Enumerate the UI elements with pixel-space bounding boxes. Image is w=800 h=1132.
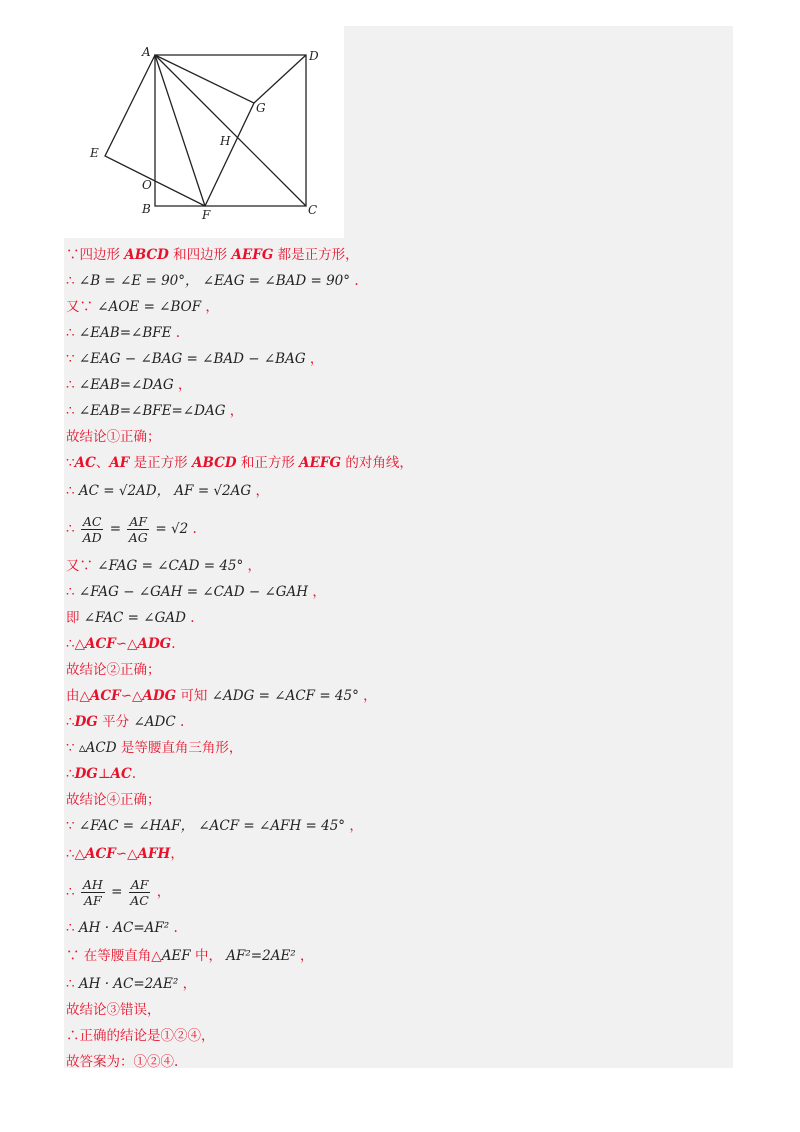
math-expression: ∠B = ∠E = 90°， ∠EAG = ∠BAD = 90° [78, 273, 351, 289]
solution-text-segment: ∴ [66, 483, 79, 499]
solution-text-segment: ∵ [66, 740, 79, 756]
solution-text-segment: 的对角线， [341, 455, 413, 471]
math-expression: ∠FAG − ∠GAH = ∠CAD − ∠GAH [78, 584, 309, 600]
solution-text-segment: ∵ [66, 455, 75, 471]
solution-text-segment: ， [295, 948, 314, 964]
solution-line [66, 687, 377, 705]
label-F: F [202, 208, 211, 222]
solution-text-segment: 是正方形 [129, 455, 192, 471]
solution-line [66, 765, 136, 783]
solution-text-segment: . [171, 636, 176, 652]
math-expression: = [105, 521, 126, 537]
solution-text-segment: 都是正方形， [273, 247, 359, 263]
solution-text-segment: ∴ [66, 766, 75, 782]
math-expression: AH · AC=2AE² [78, 976, 179, 992]
label-E: E [90, 146, 99, 160]
solution-text-segment: ∴ [66, 325, 79, 341]
math-expression: = √2 [151, 521, 189, 537]
solution-text-segment: ， [225, 403, 244, 419]
solution-text-segment: 平分 [97, 714, 134, 730]
math-expression: ∠ADG = ∠ACF = 45° [211, 688, 359, 704]
solution-line [66, 817, 363, 835]
label-B: B [142, 202, 151, 216]
solution-text-segment: 故答案为：①②④. [66, 1054, 179, 1070]
solution-text-segment: ACF [89, 688, 121, 704]
fraction-denominator: AC [130, 893, 149, 908]
solution-text-segment: ∴正确的结论是①②④， [66, 1028, 215, 1044]
math-expression: AH · AC=AF² [78, 920, 170, 936]
solution-text-segment: ∵四边形 [66, 247, 125, 263]
point-labels [89, 45, 319, 222]
solution-text-segment: ∴ [66, 714, 75, 730]
solution-text-segment: . [350, 273, 359, 289]
fraction [129, 877, 151, 908]
solution-text-segment: 、 [95, 455, 110, 471]
line-af [155, 55, 205, 206]
solution-line [66, 713, 184, 731]
math-expression: ∠AOE = ∠BOF [97, 299, 202, 315]
solution-text-segment: ∵ [66, 351, 79, 367]
solution-text-segment: ABCD [124, 247, 169, 263]
solution-line [66, 454, 413, 472]
solution-text-segment: ， [251, 483, 269, 499]
label-C: C [308, 203, 318, 217]
solution-text-segment: ∴ [66, 584, 79, 600]
math-expression: AEF [161, 948, 191, 964]
math-expression: ∠EAB=∠BFE=∠DAG [78, 403, 226, 419]
math-expression: ∠FAC = ∠HAF， ∠ACF = ∠AFH = 45° [78, 818, 346, 834]
solution-line [66, 635, 176, 653]
solution-line [66, 514, 197, 545]
solution-text-segment: AFH [137, 846, 171, 862]
fraction-numerator: AF [129, 514, 148, 529]
math-expression: = [106, 884, 127, 900]
solution-text-segment: ∴ [66, 377, 79, 393]
solution-text-segment: 故结论①正确； [66, 429, 161, 445]
label-A: A [142, 45, 151, 59]
solution-text-segment: AC [74, 455, 96, 471]
solution-text-segment: 故结论②正确； [66, 662, 161, 678]
solution-text-segment: 即 [66, 610, 84, 626]
solution-line [66, 845, 184, 863]
solution-line [66, 791, 161, 809]
solution-line [66, 1001, 161, 1019]
solution-line [66, 246, 359, 264]
solution-line [66, 947, 314, 965]
solution-text-segment: 和四边形 [168, 247, 232, 263]
solution-line [66, 739, 242, 757]
solution-text-segment: ， [358, 688, 377, 704]
solution-text-segment: ， [173, 377, 192, 393]
solution-line [66, 272, 359, 290]
solution-line [66, 609, 195, 627]
label-G: G [256, 101, 266, 115]
math-expression: ▵ACD [78, 740, 117, 756]
solution-line [66, 298, 219, 316]
label-H: H [220, 134, 231, 148]
solution-text-segment: ∴ [66, 884, 79, 900]
solution-text-segment: ， [305, 351, 324, 367]
solution-text-segment: ADG [142, 688, 177, 704]
solution-text-segment: ， [243, 558, 262, 574]
solution-line [66, 975, 196, 993]
fraction [81, 514, 104, 545]
solution-text-segment: ∴ [66, 920, 79, 936]
fraction-numerator: AH [82, 877, 103, 892]
solution-text-segment: ∴ [66, 273, 79, 289]
label-D: D [309, 49, 319, 63]
solution-text-segment: DG [74, 766, 98, 782]
solution-text-segment: . [131, 766, 137, 782]
fraction-denominator: AF [84, 893, 102, 908]
solution-text-segment: 和正方形 [236, 455, 300, 471]
solution-text-segment: ， [201, 299, 219, 315]
solution-text-segment: 中， [190, 948, 227, 964]
solution-text-segment: 可知 [176, 688, 212, 704]
solution-text-segment: . [171, 325, 181, 341]
math-expression: ∠EAB=∠BFE [78, 325, 172, 341]
solution-line [66, 1027, 215, 1045]
solution-line [66, 583, 326, 601]
solution-text-segment: ， [152, 884, 171, 900]
math-expression: ∠EAG − ∠BAG = ∠BAD − ∠BAG [78, 351, 306, 367]
solution-text-segment: AEFG [299, 455, 342, 471]
solution-text-segment: ∵ 在等腰直角△ [66, 948, 162, 964]
solution-text-segment: AF [109, 455, 130, 471]
solution-text-segment: ∴△ [66, 636, 85, 652]
solution-text-segment: ∽△ [115, 636, 138, 652]
solution-text-segment: AEFG [231, 247, 274, 263]
solution-text-segment: ∴ [66, 403, 79, 419]
math-expression: ∠EAB=∠DAG [78, 377, 174, 393]
math-expression: ∠ADC [133, 714, 176, 730]
solution-text-segment: ACF [84, 846, 116, 862]
solution-text-segment: 由△ [66, 688, 90, 704]
geometry-figure [64, 26, 344, 238]
solution-line [66, 1053, 178, 1071]
solution-text-segment: 故结论③错误， [66, 1002, 161, 1018]
solution-text-segment: ∵ [66, 818, 79, 834]
solution-text-segment: DG [74, 714, 98, 730]
solution-text-segment: ， [308, 584, 326, 600]
fraction [127, 514, 149, 545]
solution-text-segment: ABCD [191, 455, 237, 471]
line-ac [155, 55, 306, 206]
solution-line [66, 877, 170, 908]
line-gd [254, 55, 306, 103]
fraction [81, 877, 105, 908]
solution-line [66, 557, 261, 575]
solution-line [66, 919, 178, 937]
fraction-numerator: AC [82, 514, 102, 529]
solution-line [66, 376, 192, 394]
solution-line [66, 324, 180, 342]
solution-text-segment: ∽△ [120, 688, 143, 704]
solution-text-segment: . [175, 714, 185, 730]
solution-line [66, 402, 243, 420]
solution-text-segment: ∴ [66, 976, 79, 992]
math-expression: ∠FAC = ∠GAD [83, 610, 186, 626]
solution-text-segment: . [185, 610, 195, 626]
solution-text-segment: ACF [84, 636, 116, 652]
solution-text-segment: AC [110, 766, 132, 782]
solution-text-segment: ∴△ [66, 846, 85, 862]
solution-text-segment: 又∵ [66, 558, 98, 574]
fraction-denominator: AG [128, 530, 148, 545]
math-expression: ∠FAG = ∠CAD = 45° [97, 558, 244, 574]
solution-line [66, 350, 323, 368]
solution-text-segment: ∽△ [115, 846, 138, 862]
solution-text-segment: ， [170, 846, 184, 862]
solution-line [66, 428, 161, 446]
math-expression: AF²=2AE² [226, 948, 296, 964]
solution-text-segment: . [169, 920, 178, 936]
fraction-denominator: AD [82, 530, 102, 545]
solution-text-segment: ， [345, 818, 363, 834]
geometry-diagram [64, 26, 344, 238]
solution-text-segment: ⊥ [97, 766, 111, 782]
label-O: O [142, 178, 152, 192]
solution-text-segment: 是等腰直角三角形， [116, 740, 243, 756]
solution-text-segment: ∴ [66, 521, 79, 537]
fraction-numerator: AF [130, 877, 149, 892]
solution-text-segment: 又∵ [66, 299, 98, 315]
solution-text-segment: ， [178, 976, 197, 992]
solution-line [66, 661, 161, 679]
solution-text-segment: 故结论④正确； [66, 792, 161, 808]
solution-line [66, 482, 269, 500]
solution-text-segment: . [188, 521, 197, 537]
math-expression: AC = √2AD， AF = √2AG [78, 483, 252, 499]
solution-text-segment: ADG [137, 636, 172, 652]
